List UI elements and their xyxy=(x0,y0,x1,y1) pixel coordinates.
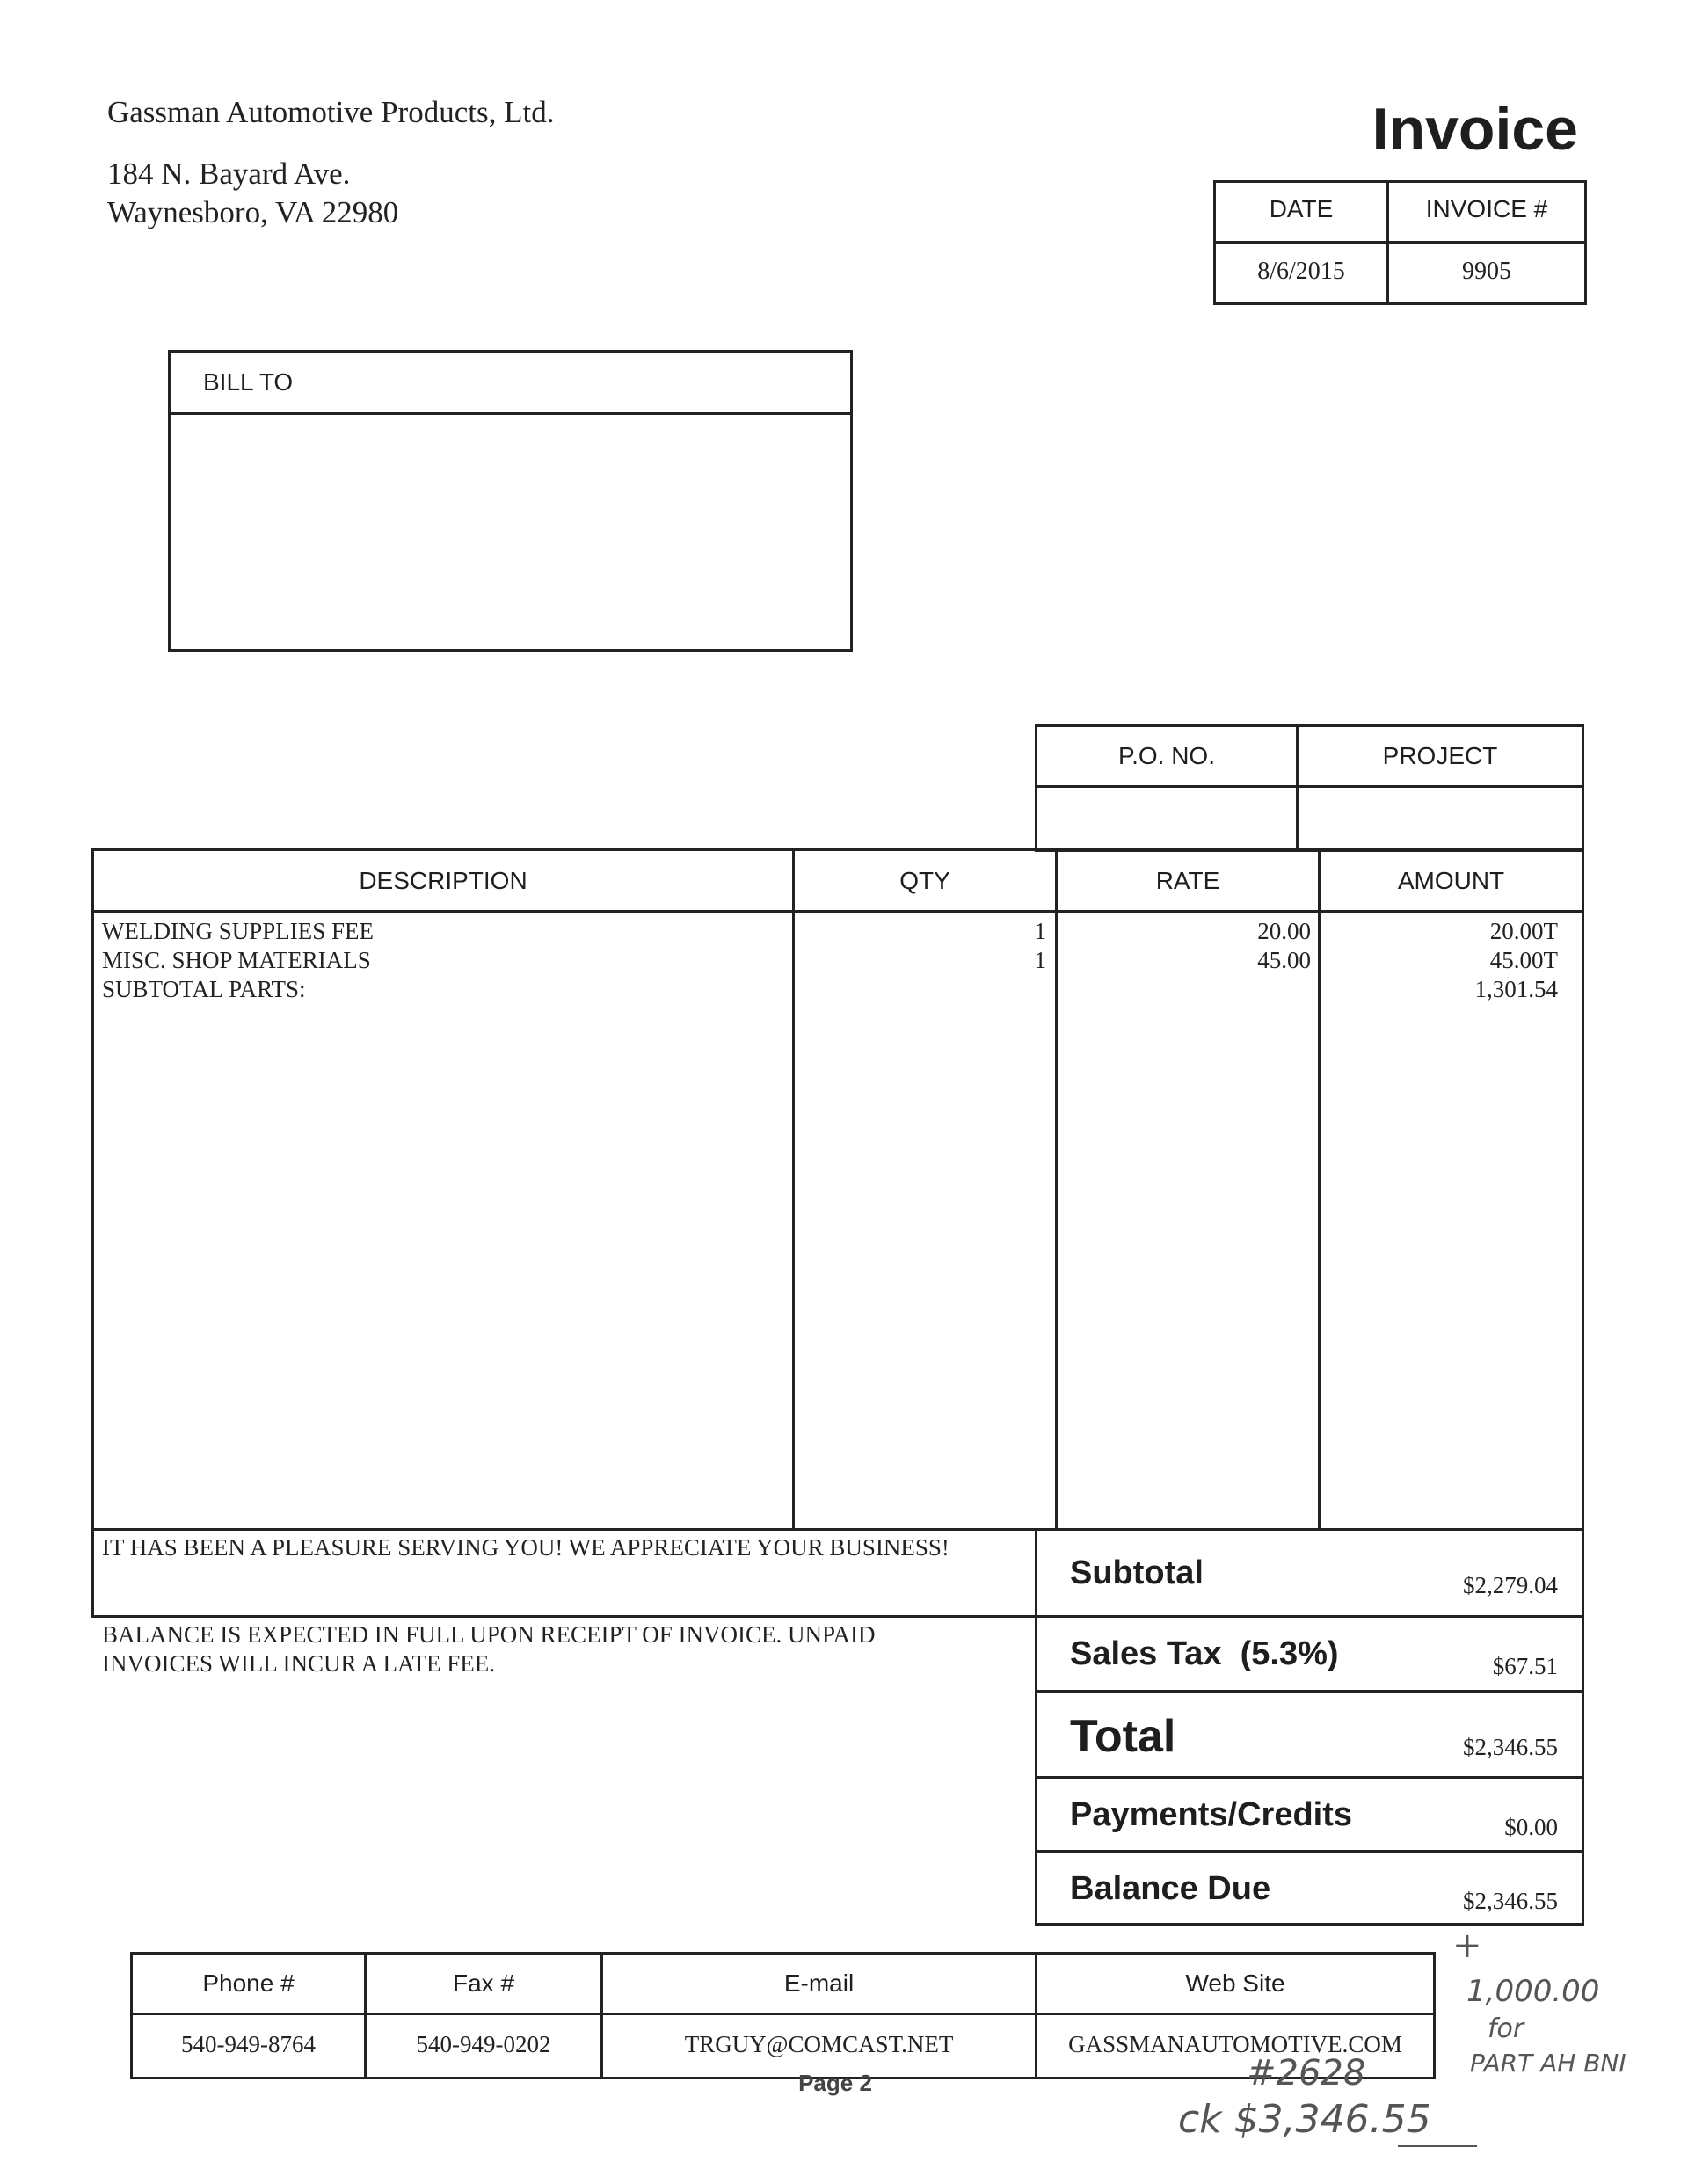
total-value: $2,346.55 xyxy=(1463,1734,1558,1760)
line-item-description: SUBTOTAL PARTS: xyxy=(102,976,306,1002)
handwritten-underline xyxy=(1398,2145,1477,2147)
rate-header: RATE xyxy=(1155,867,1220,894)
line-item-amount: 20.00T xyxy=(1489,918,1558,944)
po-number-label: P.O. NO. xyxy=(1118,742,1215,769)
line-item-amount: 1,301.54 xyxy=(1474,976,1558,1002)
invoice-date: 8/6/2015 xyxy=(1257,258,1345,285)
sales-tax-label: Sales Tax (5.3%) xyxy=(1070,1635,1339,1672)
invoice-number: 9905 xyxy=(1462,258,1511,285)
payment-terms-line1: BALANCE IS EXPECTED IN FULL UPON RECEIPT OF INVOICE. UNPAID xyxy=(102,1621,876,1648)
date-label: DATE xyxy=(1269,195,1334,222)
line-item-qty: 1 xyxy=(1034,918,1046,944)
thanks-note: IT HAS BEEN A PLEASURE SERVING YOU! WE APPRECIATE YOUR BUSINESS! xyxy=(102,1534,950,1561)
subtotal-label: Subtotal xyxy=(1070,1554,1204,1591)
handwritten-for: for xyxy=(1488,2013,1524,2044)
line-item-qty: 1 xyxy=(1034,947,1046,973)
handwritten-amount: 1,000.00 xyxy=(1466,1974,1600,2009)
line-item-description: WELDING SUPPLIES FEE xyxy=(102,918,374,944)
page-number: Page 2 xyxy=(798,2070,872,2096)
payments-credits-value: $0.00 xyxy=(1504,1814,1558,1840)
qty-header: QTY xyxy=(899,867,950,894)
invoice-title: Invoice xyxy=(1372,96,1578,163)
handwritten-plus: + xyxy=(1452,1926,1482,1966)
phone-label: Phone # xyxy=(202,1969,295,1997)
website-label: Web Site xyxy=(1185,1969,1285,1997)
subtotal-value: $2,279.04 xyxy=(1463,1572,1558,1598)
handwritten-check-number: #2628 xyxy=(1247,2053,1366,2093)
fax-label: Fax # xyxy=(452,1969,515,1997)
handwritten-check-amount: ck $3,346.55 xyxy=(1178,2097,1431,2142)
fax-number: 540-949-0202 xyxy=(416,2031,551,2057)
balance-due-label: Balance Due xyxy=(1070,1870,1271,1907)
project-label: PROJECT xyxy=(1382,742,1498,769)
invoice-number-label: INVOICE # xyxy=(1425,195,1548,222)
sales-tax-value: $67.51 xyxy=(1492,1653,1558,1679)
company-name: Gassman Automotive Products, Ltd. xyxy=(107,95,555,129)
line-item-rate: 45.00 xyxy=(1257,947,1311,973)
bill-to-label: BILL TO xyxy=(203,368,294,396)
handwritten-part: PART AH BNI xyxy=(1470,2049,1626,2078)
website-address: GASSMANAUTOMOTIVE.COM xyxy=(1068,2031,1402,2057)
payments-credits-label: Payments/Credits xyxy=(1070,1796,1353,1833)
company-address-line1: 184 N. Bayard Ave. xyxy=(107,157,351,191)
email-label: E-mail xyxy=(783,1969,855,1997)
email-address: TRGUY@COMCAST.NET xyxy=(684,2031,954,2057)
line-item-amount: 45.00T xyxy=(1489,947,1558,973)
amount-header: AMOUNT xyxy=(1397,867,1505,894)
line-item-description: MISC. SHOP MATERIALS xyxy=(102,947,371,973)
phone-number: 540-949-8764 xyxy=(181,2031,316,2057)
payment-terms-line2: INVOICES WILL INCUR A LATE FEE. xyxy=(102,1650,495,1677)
description-header: DESCRIPTION xyxy=(359,867,528,894)
total-label: Total xyxy=(1070,1711,1176,1762)
company-address-line2: Waynesboro, VA 22980 xyxy=(107,195,399,229)
balance-due-value: $2,346.55 xyxy=(1463,1888,1558,1914)
line-item-rate: 20.00 xyxy=(1257,918,1311,944)
